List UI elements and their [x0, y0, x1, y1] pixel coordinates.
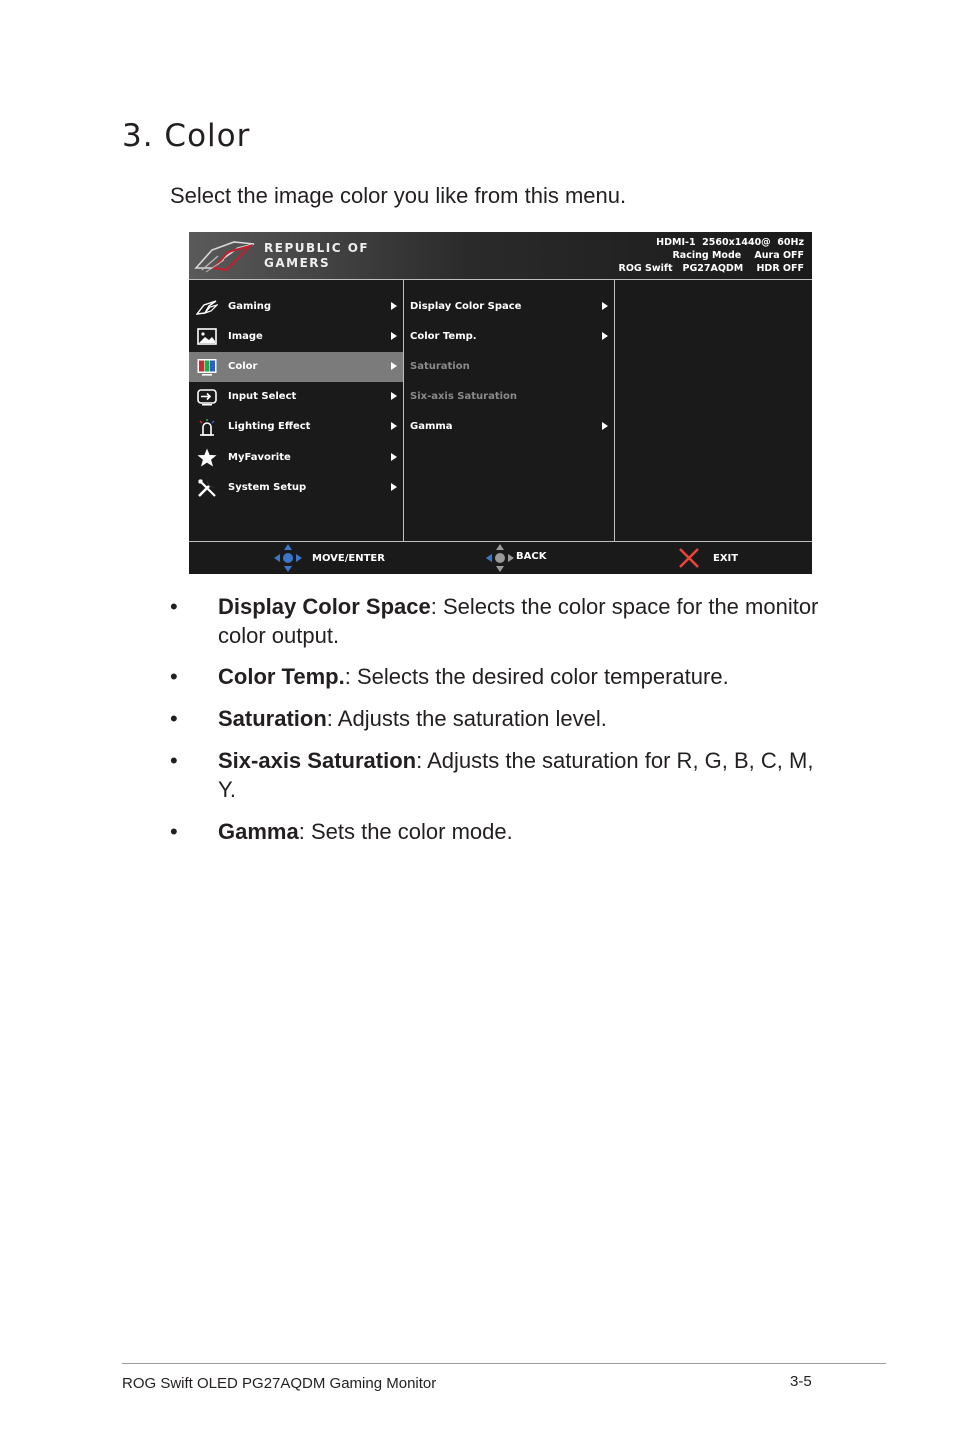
- submenu-arrow-icon: [391, 362, 397, 370]
- submenu-arrow-icon: [391, 332, 397, 340]
- osd-submenu-gamma[interactable]: Gamma: [404, 412, 614, 442]
- osd-submenu-display-color-space[interactable]: Display Color Space: [404, 292, 614, 322]
- star-icon: [196, 447, 218, 469]
- osd-submenu-saturation: Saturation: [410, 361, 470, 372]
- nav-joystick-back-icon: [485, 544, 515, 572]
- bullet-desc: : Selects the color space for the monitor color output.: [218, 594, 819, 648]
- rog-brand-text: REPUBLIC OF GAMERS: [264, 241, 370, 270]
- bullet-gamma: [170, 817, 830, 846]
- osd-value-panel: [615, 280, 812, 541]
- rog-eye-logo-icon: [194, 238, 256, 274]
- submenu-arrow-icon: [391, 392, 397, 400]
- osd-menu-myfavorite[interactable]: MyFavorite: [189, 443, 403, 473]
- bullet-dot: •: [170, 706, 178, 731]
- submenu-arrow-icon: [602, 302, 608, 310]
- osd-main-menu: [189, 280, 404, 541]
- bullet-dot: •: [170, 594, 178, 619]
- bullet-dot: •: [170, 748, 178, 773]
- bullet-desc: : Selects the desired color temperature.: [344, 664, 729, 689]
- submenu-arrow-icon: [602, 332, 608, 340]
- bullet-desc: : Adjusts the saturation for R, G, B, C, M, Y.: [218, 748, 814, 802]
- gaming-icon: [196, 296, 218, 318]
- color-icon: [196, 356, 218, 378]
- osd-menu-color[interactable]: Color: [189, 352, 403, 382]
- option-descriptions: [170, 592, 830, 846]
- osd-menu-input-select[interactable]: Input Select: [189, 382, 403, 412]
- wrench-icon: [196, 477, 218, 499]
- osd-menu-screenshot: [189, 232, 812, 573]
- footer-page-number: 3-5: [790, 1373, 812, 1390]
- bullet-term: Saturation: [218, 706, 327, 731]
- bullet-term: Gamma: [218, 819, 299, 844]
- osd-menu-system-setup[interactable]: System Setup: [189, 473, 403, 503]
- section-heading: 3. Color: [122, 118, 251, 154]
- osd-menu-image[interactable]: Image: [189, 322, 403, 352]
- bullet-term: Color Temp.: [218, 664, 345, 689]
- bullet-dot: •: [170, 664, 178, 689]
- bullet-desc: : Sets the color mode.: [298, 819, 513, 844]
- exit-x-icon: [677, 546, 701, 570]
- intro-text: Select the image color you like from this menu.: [170, 183, 627, 208]
- footer-divider: [122, 1363, 886, 1364]
- submenu-arrow-icon: [602, 422, 608, 430]
- footer-product-name: ROG Swift OLED PG27AQDM Gaming Monitor: [122, 1375, 437, 1392]
- lighting-effect-icon: [196, 416, 218, 438]
- bullet-term: Display Color Space: [218, 594, 431, 619]
- bullet-six-axis-saturation: [170, 746, 830, 804]
- bullet-saturation: [170, 704, 830, 733]
- osd-menu-lighting-effect[interactable]: Lighting Effect: [189, 412, 403, 442]
- submenu-arrow-icon: [391, 483, 397, 491]
- osd-status-info: HDMI-1 2560x1440@ 60Hz Racing Mode Aura OFF ROG Swift PG27AQDM HDR OFF: [618, 237, 804, 274]
- input-select-icon: [196, 386, 218, 408]
- bullet-desc: : Adjusts the saturation level.: [326, 706, 607, 731]
- osd-menu-gaming[interactable]: Gaming: [189, 292, 403, 322]
- osd-submenu-color-temp[interactable]: Color Temp.: [404, 322, 614, 352]
- submenu-arrow-icon: [391, 453, 397, 461]
- osd-submenu-six-axis-saturation: Six-axis Saturation: [410, 391, 518, 402]
- nav-joystick-icon: [273, 544, 303, 572]
- bullet-color-temp: [170, 662, 830, 691]
- image-icon: [196, 326, 218, 348]
- bullet-dot: •: [170, 819, 178, 844]
- osd-color-submenu: [404, 280, 615, 541]
- osd-footer-bar: MOVE/ENTER BACK EXIT: [189, 541, 812, 574]
- submenu-arrow-icon: [391, 302, 397, 310]
- submenu-arrow-icon: [391, 422, 397, 430]
- osd-header: [189, 232, 812, 280]
- bullet-display-color-space: [170, 592, 830, 650]
- bullet-term: Six-axis Saturation: [218, 748, 417, 773]
